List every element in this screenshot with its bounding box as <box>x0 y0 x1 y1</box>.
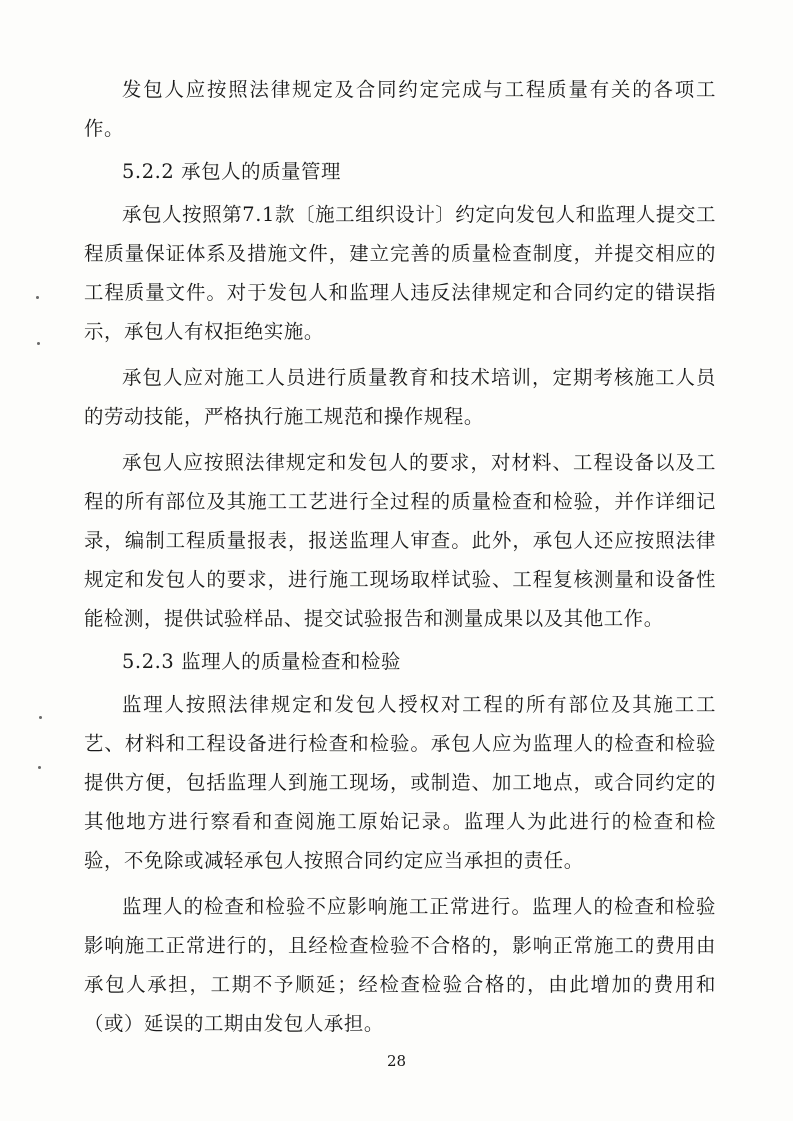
paragraph-quality-system: 承包人按照第7.1款〔施工组织设计〕约定向发包人和监理人提交工程质量保证体系及措施文件，建立完善的质量检查制度，并提交相应的工程质量文件。对于发包人和监理人违反法律规定和合同约定的错误指示，承包人有权拒绝实施。 <box>84 203 716 343</box>
paragraph-employer-duties: 发包人应按照法律规定及合同约定完成与工程质量有关的各项工作。 <box>84 78 716 140</box>
section-heading-5-2-2: 5.2.2 承包人的质量管理 <box>122 160 342 183</box>
scan-speck <box>37 342 40 345</box>
paragraph-training: 承包人应对施工人员进行质量教育和技术培训，定期考核施工人员的劳动技能，严格执行施工规范和操作规程。 <box>84 366 716 428</box>
paragraph-inspection-records: 承包人应按照法律规定和发包人的要求，对材料、工程设备以及工程的所有部位及其施工工艺进行全过程的质量检查和检验，并作详细记录，编制工程质量报表，报送监理人审查。此外，承包人还应按照法律规定和发包人的要求，进行施工现场取样试验、工程复核测量和设备性能检测，提供试验样品、提交试验报告和测量成果以及其他工作。 <box>84 451 716 630</box>
page-number: 28 <box>386 1052 407 1070</box>
scan-speck <box>36 296 39 299</box>
paragraph-inspection-impact: 监理人的检查和检验不应影响施工正常进行。监理人的检查和检验影响施工正常进行的，且经检查检验不合格的，影响正常施工的费用由承包人承担，工期不予顺延；经检查检验合格的，由此增加的费用和（或）延误的工期由发包人承担。 <box>84 895 716 1035</box>
section-heading-5-2-3: 5.2.3 监理人的质量检查和检验 <box>122 650 401 673</box>
paragraph-supervisor-inspection: 监理人按照法律规定和发包人授权对工程的所有部位及其施工工艺、材料和工程设备进行检查和检验。承包人应为监理人的检查和检验提供方便，包括监理人到施工现场，或制造、加工地点，或合同约定的其他地方进行察看和查阅施工原始记录。监理人为此进行的检查和检验，不免除或减轻承包人按照合同约定应当承担的责任。 <box>84 693 716 872</box>
scan-speck <box>38 766 41 769</box>
scan-speck <box>39 716 42 719</box>
document-body <box>84 70 716 1043</box>
